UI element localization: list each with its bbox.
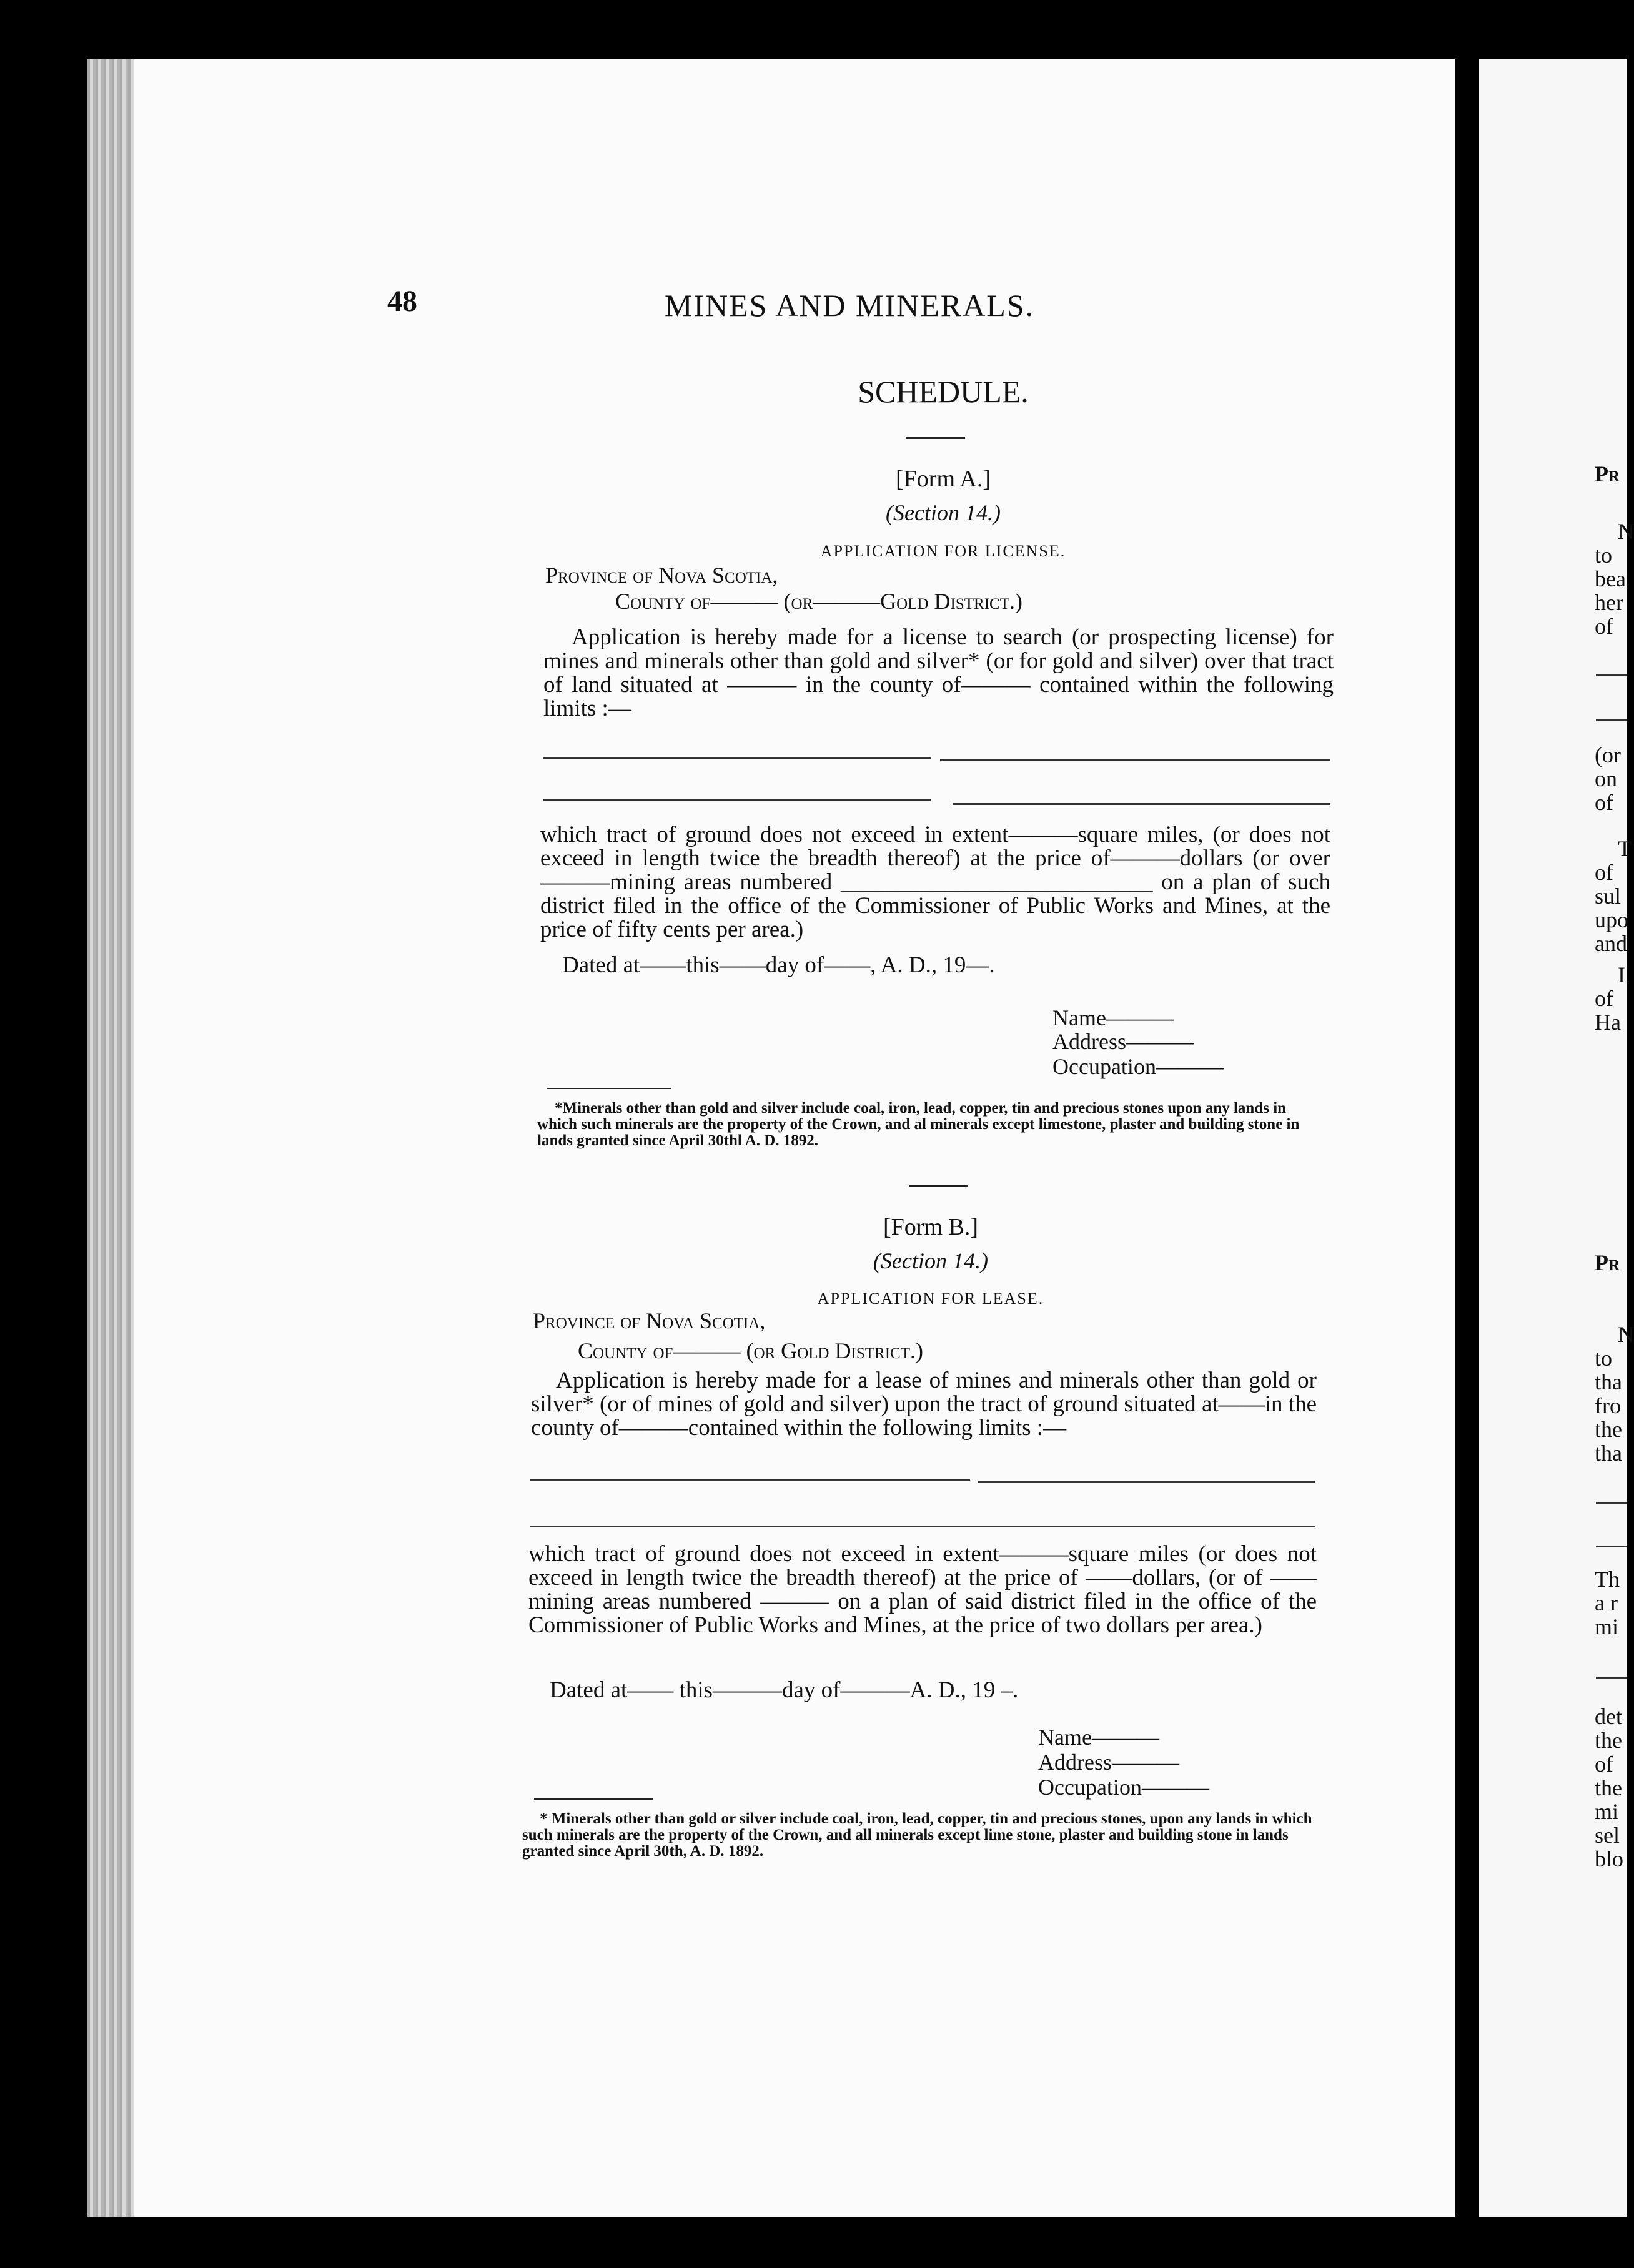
- margin-fragment: mi: [1595, 1614, 1619, 1639]
- margin-fragment: to: [1595, 543, 1613, 568]
- form-b-dated: Dated at—— this———day of———A. D., 19 –.: [550, 1677, 1019, 1703]
- margin-fragment: sul: [1595, 884, 1622, 909]
- divider: [909, 1185, 968, 1187]
- form-a-address: Address———: [1052, 1029, 1194, 1054]
- form-a-occupation: Occupation———: [1052, 1054, 1224, 1079]
- margin-fragment: sel: [1595, 1823, 1620, 1848]
- margin-fragment: (or: [1595, 742, 1621, 767]
- margin-fragment: T: [1618, 836, 1632, 861]
- page-number: 48: [387, 285, 417, 318]
- margin-fragment: and: [1595, 931, 1627, 956]
- margin-fragment: of: [1595, 614, 1613, 639]
- margin-fragment: tha: [1595, 1369, 1622, 1394]
- schedule-title: SCHEDULE.: [858, 374, 1029, 409]
- form-b-section: (Section 14.): [873, 1248, 988, 1273]
- form-a-name: Name———: [1052, 1005, 1174, 1030]
- form-b-province: Province of Nova Scotia,: [533, 1308, 766, 1333]
- form-a-limit-line: [953, 803, 1330, 805]
- margin-line: [1596, 674, 1627, 676]
- form-b-occupation: Occupation———: [1038, 1775, 1209, 1800]
- margin-fragment: Th: [1595, 1567, 1620, 1592]
- form-b-limit-line: [530, 1479, 970, 1481]
- form-a-section: (Section 14.): [886, 500, 1001, 525]
- form-b-county: County of——— (or Gold District.): [578, 1338, 923, 1363]
- margin-fragment: N: [1618, 519, 1634, 544]
- form-b-limit-line: [530, 1526, 1315, 1527]
- margin-line: [1596, 1502, 1627, 1504]
- margin-fragment: upo: [1595, 907, 1628, 932]
- footnote-rule: [534, 1798, 653, 1800]
- margin-fragment: on: [1595, 766, 1617, 791]
- form-a-paragraph-2: which tract of ground does not exceed in extent———square miles, (or does not exceed in length twice the breadth thereof) at the price of———dollars (or over———mining areas numbered ___________________________ on a plan of such district filed in the office of the Commissioner of Public Works and Mines, at the price of fifty cents per area.): [540, 822, 1330, 942]
- form-a-title: APPLICATION FOR LICENSE.: [820, 542, 1066, 560]
- margin-fragment: to: [1595, 1346, 1613, 1371]
- margin-line: [1596, 1546, 1627, 1547]
- margin-fragment: of: [1595, 1752, 1613, 1777]
- form-b-name: Name———: [1038, 1725, 1159, 1750]
- margin-line: [1596, 719, 1627, 721]
- margin-fragment: mi: [1595, 1799, 1619, 1824]
- margin-fragment: the: [1595, 1417, 1622, 1442]
- footnote-rule: [547, 1088, 671, 1089]
- form-a-paragraph-1: Application is hereby made for a license to search (or prospecting license) for mines and minerals other than gold and silver* (or for gold and silver) over that tract of land situated at ——— in the county of——— contained within the following limits :—: [543, 624, 1334, 721]
- form-b-address: Address———: [1038, 1750, 1179, 1775]
- form-a-limit-line: [940, 759, 1330, 761]
- running-title: MINES AND MINERALS.: [664, 288, 1035, 323]
- margin-fragment: the: [1595, 1728, 1622, 1753]
- margin-fragment: tha: [1595, 1441, 1622, 1466]
- margin-fragment: N: [1618, 1322, 1634, 1347]
- margin-fragment: bea: [1595, 566, 1626, 591]
- form-b-paragraph-1: Application is hereby made for a lease of mines and minerals other than gold or silver* (or of mines of gold and silver) upon the tract of ground situated at——in the county of———contained within the following limits :—: [531, 1368, 1317, 1441]
- margin-fragment: Pr: [1595, 1250, 1620, 1275]
- form-a-label: [Form A.]: [896, 466, 991, 492]
- margin-fragment: of: [1595, 986, 1613, 1011]
- margin-fragment: her: [1595, 590, 1623, 615]
- page-edge-stack: [87, 59, 134, 2217]
- margin-line: [1596, 1677, 1627, 1679]
- form-a-county: County of——— (or———Gold District.): [615, 589, 1022, 614]
- form-b-limit-line: [978, 1481, 1315, 1483]
- form-b-title: APPLICATION FOR LEASE.: [817, 1289, 1044, 1308]
- form-a-limit-line: [543, 757, 931, 759]
- form-a-footnote: *Minerals other than gold and silver include coal, iron, lead, copper, tin and precious stones upon any lands in which such minerals are the property of the Crown, and al minerals except limestone, plaster and building stone in lands granted since April 30thl A. D. 1892.: [537, 1100, 1300, 1149]
- margin-fragment: det: [1595, 1704, 1622, 1729]
- divider: [906, 437, 965, 439]
- form-b-paragraph-2: which tract of ground does not exceed in extent———square miles (or does not exceed in length twice the breadth thereof) at the price of ——dollars, (or of —— mining areas numbered ——— on a plan of said district filed in the office of the Commissioner of Public Works and Mines, at the price of two dollars per area.): [528, 1541, 1317, 1638]
- margin-fragment: the: [1595, 1775, 1622, 1800]
- form-a-limit-line: [543, 799, 931, 801]
- margin-fragment: of: [1595, 790, 1613, 815]
- form-a-province: Province of Nova Scotia,: [545, 563, 778, 588]
- margin-fragment: Pr: [1595, 461, 1620, 486]
- margin-fragment: a r: [1595, 1590, 1618, 1615]
- form-a-dated: Dated at——this——day of——, A. D., 19—.: [562, 952, 995, 978]
- facing-page: [1479, 59, 1627, 2217]
- margin-fragment: of: [1595, 860, 1613, 885]
- form-b-footnote: * Minerals other than gold or silver include coal, iron, lead, copper, tin and precious stones, upon any lands in which such minerals are the property of the Crown, and all minerals except lime stone, plaster and building stone in lands granted since April 30th, A. D. 1892.: [522, 1810, 1312, 1860]
- margin-fragment: fro: [1595, 1393, 1621, 1418]
- form-b-label: [Form B.]: [883, 1214, 978, 1240]
- margin-fragment: I: [1618, 962, 1625, 987]
- margin-fragment: Ha: [1595, 1010, 1621, 1035]
- margin-fragment: blo: [1595, 1846, 1624, 1871]
